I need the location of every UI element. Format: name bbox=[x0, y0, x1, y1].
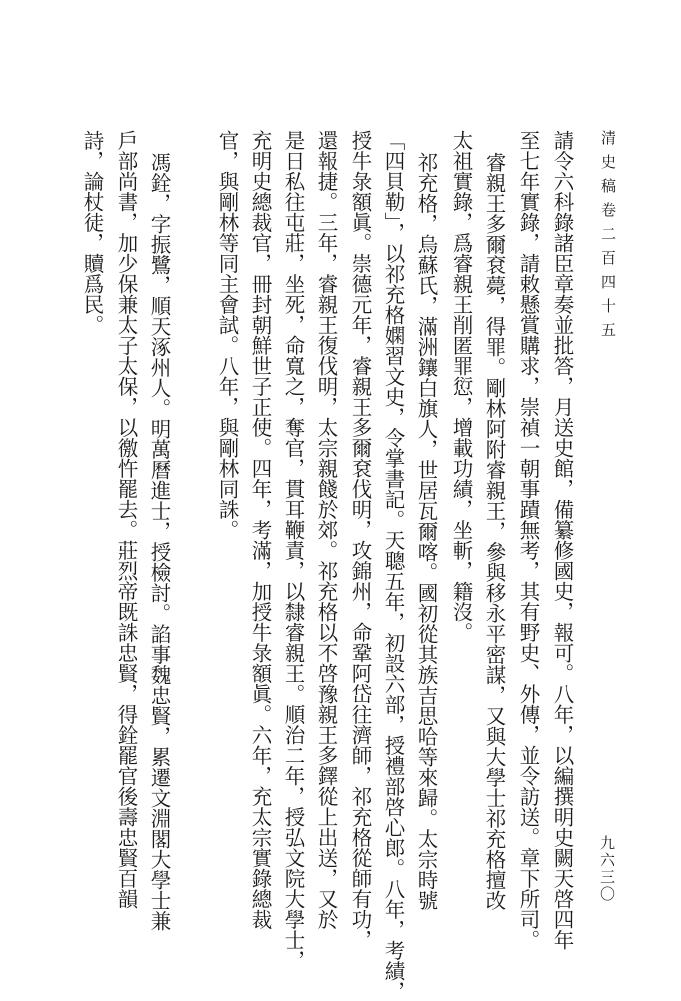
text-column: 充明史總裁官，冊封朝鮮世子正使。四年，考滿，加授牛彔額眞。六年，充太宗實錄總裁 bbox=[248, 130, 272, 930]
text-column: 祁充格，烏蘇氏，滿洲鑲白旗人，世居瓦爾喀。國初從其族吉思哈等來歸。太宗時號 bbox=[414, 152, 438, 911]
page-number: 九六三〇 bbox=[598, 835, 616, 903]
text-column: 請令六科錄諸臣章奏並批答，月送史館，備纂修國史，報可。八年，以編撰明史闕天啓四年 bbox=[550, 130, 574, 950]
text-column: 是日私往屯莊，坐死，命寬之，奪官，貫耳鞭責，以隸睿親王。順治二年，授弘文院大學士， bbox=[281, 130, 305, 971]
text-column: 戶部尚書，加少保兼太子太保，以徼忤罷去。莊烈帝既誅忠賢，得銓罷官後壽忠賢百韻 bbox=[114, 130, 138, 909]
text-column: 至七年實錄，請敕懸賞購求，崇禎一朝事蹟無考，其有野史、外傳，並令訪送。章下所司。 bbox=[516, 130, 540, 950]
text-column: 還報捷。三年，睿親王復伐明，太宗親餞於郊。祁充格以不啓豫親王多鐸從上出送，又於 bbox=[314, 130, 338, 930]
text-column: 授牛彔額眞。崇德元年，睿親王多爾袞伐明，攻錦州，命鞏阿岱往濟師，祁充格從師有功， bbox=[348, 130, 372, 950]
text-column: 詩，論杖徒，贖爲民。 bbox=[80, 130, 104, 335]
text-column: 馮銓，字振鷺，順天涿州人。明萬曆進士，授檢討。諂事魏忠賢，累遷文淵閣大學士兼 bbox=[147, 152, 171, 931]
text-column: 官，與剛林等同主會試。八年，與剛林同誅。 bbox=[215, 130, 239, 540]
text-column: 睿親王多爾袞薨，得罪。剛林阿附睿親王，參與移永平密謀，又與大學士祁充格擅改 bbox=[482, 152, 506, 911]
text-column: 「四貝勒」，以祁充格嫻習文史，令掌書記。天聰五年，初設六部，授禮部啓心郎。八年，考績， bbox=[381, 130, 405, 1001]
text-column: 太祖實錄，爲睿親王削匿罪愆，增載功績，坐斬，籍沒。 bbox=[449, 130, 473, 643]
running-header-title: 清史稿卷二百四十五 bbox=[599, 130, 617, 346]
